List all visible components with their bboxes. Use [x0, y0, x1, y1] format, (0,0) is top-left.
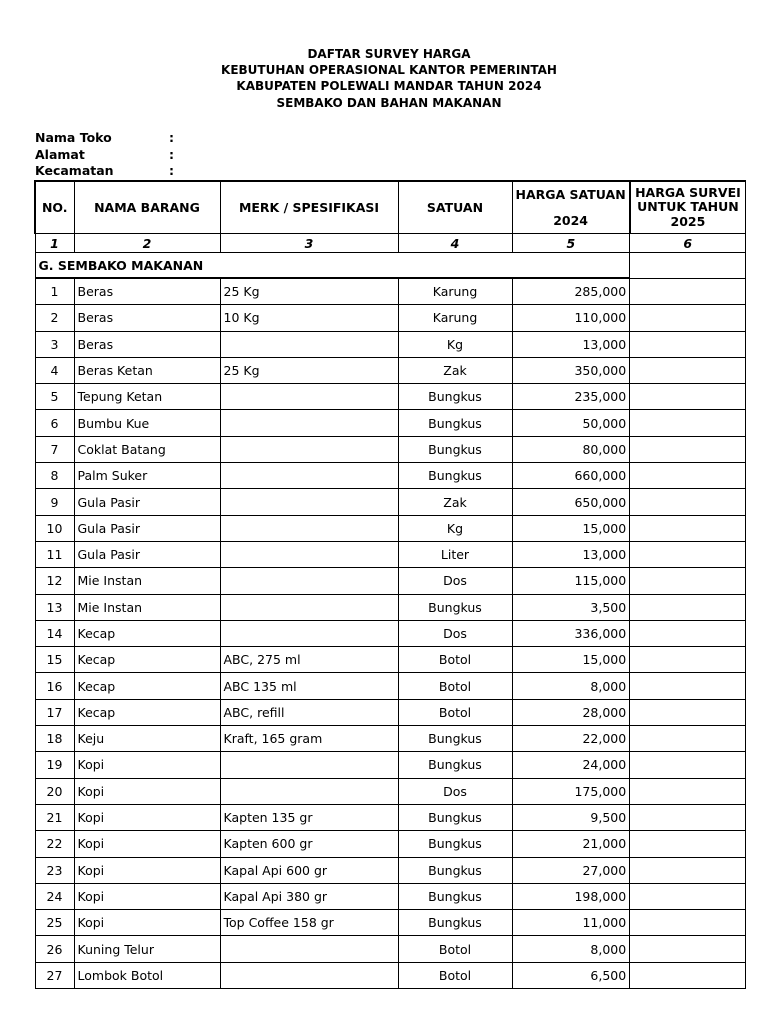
survey-price-input: [630, 278, 746, 305]
item-spec: 25 Kg: [220, 278, 398, 305]
header-harga-year: 2024: [553, 213, 588, 228]
item-spec: [220, 541, 398, 567]
item-unit: Bungkus: [398, 463, 512, 489]
item-unit: Bungkus: [398, 594, 512, 620]
item-price: 11,000: [512, 910, 630, 936]
item-unit: Zak: [398, 357, 512, 383]
table-header-row: [35, 181, 746, 234]
item-price: 28,000: [512, 699, 630, 725]
row-number: 20: [35, 778, 74, 804]
table-row: [35, 278, 746, 305]
address-colon: :: [169, 146, 174, 162]
item-unit: Botol: [398, 936, 512, 962]
column-index-row: [35, 234, 746, 253]
item-name: Gula Pasir: [74, 515, 220, 541]
index-cell: 5: [512, 234, 630, 253]
table-row: [35, 620, 746, 646]
item-unit: Bungkus: [398, 410, 512, 436]
item-name: Gula Pasir: [74, 489, 220, 515]
item-name: Kopi: [74, 857, 220, 883]
item-unit: Bungkus: [398, 384, 512, 410]
survey-price-input: [630, 357, 746, 383]
item-spec: [220, 384, 398, 410]
row-number: 15: [35, 647, 74, 673]
price-survey-table: [34, 180, 746, 989]
survey-price-input: [630, 463, 746, 489]
item-name: Kopi: [74, 804, 220, 830]
item-name: Mie Instan: [74, 568, 220, 594]
row-number: 1: [35, 278, 74, 305]
item-price: 285,000: [512, 278, 630, 305]
row-number: 2: [35, 305, 74, 331]
table-row: [35, 357, 746, 383]
index-cell: 1: [35, 234, 74, 253]
item-name: Bumbu Kue: [74, 410, 220, 436]
item-name: Kuning Telur: [74, 936, 220, 962]
table-row: [35, 489, 746, 515]
title-line-3: KABUPATEN POLEWALI MANDAR TAHUN 2024: [236, 79, 542, 94]
table-row: [35, 699, 746, 725]
item-unit: Bungkus: [398, 883, 512, 909]
item-spec: ABC, refill: [220, 699, 398, 725]
section-empty-cell: [630, 253, 746, 279]
item-price: 8,000: [512, 673, 630, 699]
table-row: [35, 778, 746, 804]
item-price: 336,000: [512, 620, 630, 646]
row-number: 24: [35, 883, 74, 909]
table-row: [35, 568, 746, 594]
row-number: 22: [35, 831, 74, 857]
item-spec: Kapal Api 600 gr: [220, 857, 398, 883]
item-price: 24,000: [512, 752, 630, 778]
survey-price-input: [630, 831, 746, 857]
item-name: Kecap: [74, 699, 220, 725]
survey-price-input: [630, 962, 746, 988]
row-number: 27: [35, 962, 74, 988]
row-number: 18: [35, 726, 74, 752]
document-title: [0, 46, 768, 111]
item-name: Beras: [74, 278, 220, 305]
item-name: Lombok Botol: [74, 962, 220, 988]
row-number: 13: [35, 594, 74, 620]
index-cell: 6: [630, 234, 746, 253]
item-unit: Karung: [398, 278, 512, 305]
item-unit: Kg: [398, 331, 512, 357]
item-name: Beras Ketan: [74, 357, 220, 383]
survey-price-input: [630, 647, 746, 673]
survey-price-input: [630, 752, 746, 778]
row-number: 5: [35, 384, 74, 410]
survey-price-input: [630, 436, 746, 462]
row-number: 8: [35, 463, 74, 489]
item-spec: [220, 568, 398, 594]
item-spec: ABC 135 ml: [220, 673, 398, 699]
item-spec: Kapten 135 gr: [220, 804, 398, 830]
item-price: 27,000: [512, 857, 630, 883]
header-harga-survei: [630, 181, 746, 234]
item-spec: Kraft, 165 gram: [220, 726, 398, 752]
item-unit: Bungkus: [398, 752, 512, 778]
row-number: 4: [35, 357, 74, 383]
item-price: 80,000: [512, 436, 630, 462]
item-price: 13,000: [512, 541, 630, 567]
item-name: Coklat Batang: [74, 436, 220, 462]
table-row: [35, 857, 746, 883]
header-harga-top: HARGA SATUAN: [515, 187, 626, 202]
item-price: 660,000: [512, 463, 630, 489]
item-price: 13,000: [512, 331, 630, 357]
table-row: [35, 673, 746, 699]
item-unit: Liter: [398, 541, 512, 567]
item-spec: 25 Kg: [220, 357, 398, 383]
table-row: [35, 463, 746, 489]
table-row: [35, 726, 746, 752]
item-unit: Botol: [398, 962, 512, 988]
district-row: [35, 163, 174, 180]
item-name: Kecap: [74, 647, 220, 673]
address-row: [35, 147, 174, 164]
item-unit: Botol: [398, 699, 512, 725]
address-label: Alamat: [35, 146, 85, 162]
row-number: 9: [35, 489, 74, 515]
table-row: [35, 804, 746, 830]
item-unit: Bungkus: [398, 436, 512, 462]
item-spec: [220, 489, 398, 515]
item-unit: Bungkus: [398, 857, 512, 883]
table-row: [35, 384, 746, 410]
survey-price-input: [630, 384, 746, 410]
district-colon: :: [169, 163, 174, 178]
survey-price-input: [630, 673, 746, 699]
header-survei-line-2: UNTUK TAHUN: [637, 199, 739, 215]
survey-price-input: [630, 594, 746, 620]
table-row: [35, 647, 746, 673]
header-no: NO.: [35, 181, 74, 234]
index-cell: 2: [74, 234, 220, 253]
survey-price-input: [630, 883, 746, 909]
table-row: [35, 594, 746, 620]
item-price: 350,000: [512, 357, 630, 383]
item-spec: [220, 752, 398, 778]
survey-price-input: [630, 541, 746, 567]
row-number: 23: [35, 857, 74, 883]
title-line-4: SEMBAKO DAN BAHAN MAKANAN: [276, 95, 502, 110]
item-spec: [220, 331, 398, 357]
header-survei-line-1: HARGA SURVEI: [635, 184, 741, 200]
survey-price-input: [630, 857, 746, 883]
item-name: Gula Pasir: [74, 541, 220, 567]
item-price: 198,000: [512, 883, 630, 909]
item-price: 8,000: [512, 936, 630, 962]
table-row: [35, 883, 746, 909]
survey-price-input: [630, 778, 746, 804]
item-unit: Botol: [398, 647, 512, 673]
store-name-colon: :: [169, 130, 174, 145]
store-name-label: Nama Toko: [35, 130, 112, 145]
item-price: 115,000: [512, 568, 630, 594]
item-spec: [220, 620, 398, 646]
item-spec: 10 Kg: [220, 305, 398, 331]
item-price: 3,500: [512, 594, 630, 620]
table-row: [35, 305, 746, 331]
item-name: Kecap: [74, 620, 220, 646]
item-name: Mie Instan: [74, 594, 220, 620]
table-row: [35, 410, 746, 436]
item-price: 175,000: [512, 778, 630, 804]
item-spec: [220, 410, 398, 436]
item-unit: Botol: [398, 673, 512, 699]
item-price: 21,000: [512, 831, 630, 857]
survey-price-input: [630, 804, 746, 830]
row-number: 6: [35, 410, 74, 436]
item-price: 15,000: [512, 647, 630, 673]
row-number: 21: [35, 804, 74, 830]
row-number: 12: [35, 568, 74, 594]
survey-price-input: [630, 515, 746, 541]
item-spec: [220, 463, 398, 489]
row-number: 25: [35, 910, 74, 936]
item-spec: [220, 778, 398, 804]
item-spec: ABC, 275 ml: [220, 647, 398, 673]
row-number: 26: [35, 936, 74, 962]
survey-price-input: [630, 331, 746, 357]
header-nama-barang: NAMA BARANG: [74, 181, 220, 234]
item-name: Kopi: [74, 910, 220, 936]
store-info: [35, 130, 174, 180]
item-name: Kopi: [74, 831, 220, 857]
survey-price-input: [630, 726, 746, 752]
item-price: 9,500: [512, 804, 630, 830]
item-unit: Dos: [398, 778, 512, 804]
item-price: 22,000: [512, 726, 630, 752]
item-spec: Kapal Api 380 gr: [220, 883, 398, 909]
survey-price-input: [630, 699, 746, 725]
table-row: [35, 962, 746, 988]
item-price: 6,500: [512, 962, 630, 988]
table-row: [35, 515, 746, 541]
survey-price-input: [630, 910, 746, 936]
item-price: 650,000: [512, 489, 630, 515]
item-spec: [220, 515, 398, 541]
item-spec: Kapten 600 gr: [220, 831, 398, 857]
item-name: Kopi: [74, 883, 220, 909]
table-row: [35, 752, 746, 778]
header-satuan: SATUAN: [398, 181, 512, 234]
row-number: 16: [35, 673, 74, 699]
survey-price-input: [630, 568, 746, 594]
item-unit: Kg: [398, 515, 512, 541]
table-row: [35, 331, 746, 357]
item-name: Beras: [74, 331, 220, 357]
title-line-1: DAFTAR SURVEY HARGA: [307, 47, 471, 61]
item-spec: [220, 962, 398, 988]
table-row: [35, 831, 746, 857]
row-number: 10: [35, 515, 74, 541]
item-unit: Dos: [398, 620, 512, 646]
item-spec: [220, 936, 398, 962]
item-price: 15,000: [512, 515, 630, 541]
header-merk: MERK / SPESIFIKASI: [220, 181, 398, 234]
item-name: Tepung Ketan: [74, 384, 220, 410]
table-row: [35, 436, 746, 462]
item-name: Palm Suker: [74, 463, 220, 489]
item-name: Beras: [74, 305, 220, 331]
section-label: G. SEMBAKO MAKANAN: [35, 253, 630, 279]
item-name: Kopi: [74, 778, 220, 804]
header-harga-satuan: [512, 181, 630, 234]
title-line-2: KEBUTUHAN OPERASIONAL KANTOR PEMERINTAH: [221, 63, 557, 78]
item-spec: [220, 436, 398, 462]
item-unit: Karung: [398, 305, 512, 331]
table-row: [35, 936, 746, 962]
item-spec: Top Coffee 158 gr: [220, 910, 398, 936]
item-spec: [220, 594, 398, 620]
item-name: Keju: [74, 726, 220, 752]
section-row: [35, 253, 746, 279]
row-number: 19: [35, 752, 74, 778]
item-unit: Zak: [398, 489, 512, 515]
index-cell: 3: [220, 234, 398, 253]
item-unit: Bungkus: [398, 726, 512, 752]
survey-price-input: [630, 620, 746, 646]
survey-price-input: [630, 936, 746, 962]
district-label: Kecamatan: [35, 163, 114, 178]
item-unit: Dos: [398, 568, 512, 594]
table-row: [35, 541, 746, 567]
survey-price-input: [630, 305, 746, 331]
item-name: Kopi: [74, 752, 220, 778]
item-price: 110,000: [512, 305, 630, 331]
row-number: 7: [35, 436, 74, 462]
header-survei-line-3: 2025: [670, 213, 706, 229]
item-unit: Bungkus: [398, 910, 512, 936]
item-price: 235,000: [512, 384, 630, 410]
row-number: 11: [35, 541, 74, 567]
row-number: 3: [35, 331, 74, 357]
row-number: 14: [35, 620, 74, 646]
table-row: [35, 910, 746, 936]
survey-price-input: [630, 410, 746, 436]
row-number: 17: [35, 699, 74, 725]
item-unit: Bungkus: [398, 831, 512, 857]
item-name: Kecap: [74, 673, 220, 699]
store-name-row: [35, 130, 174, 147]
item-price: 50,000: [512, 410, 630, 436]
index-cell: 4: [398, 234, 512, 253]
survey-price-input: [630, 489, 746, 515]
item-unit: Bungkus: [398, 804, 512, 830]
